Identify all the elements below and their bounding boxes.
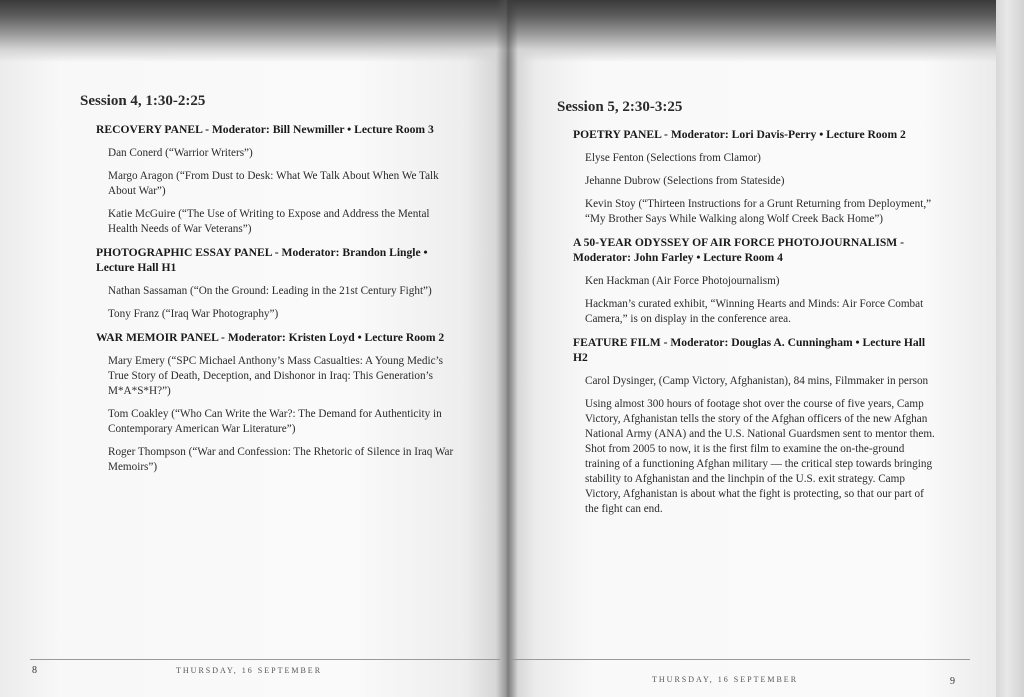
panel-entry: Tom Coakley (“Who Can Write the War?: The Demand for Authenticity in Contemporary American War Literature”)	[108, 408, 442, 435]
photojournalism-panel	[573, 235, 935, 327]
panel-entry: Elyse Fenton (Selections from Clamor)	[585, 152, 761, 164]
panel-entry: Tony Franz (“Iraq War Photography”)	[108, 308, 279, 320]
photographic-essay-panel	[96, 245, 458, 322]
page-number-left: 8	[32, 665, 37, 676]
left-column	[96, 122, 458, 483]
panel-entry: Dan Conerd (“Warrior Writers”)	[108, 147, 253, 159]
page-number-right: 9	[950, 676, 955, 687]
panel-heading: FEATURE FILM - Moderator: Douglas A. Cunningham • Lecture Hall H2	[573, 336, 926, 364]
book-spine	[496, 0, 518, 697]
footer-day-left: THURSDAY, 16 SEPTEMBER	[176, 666, 323, 675]
feature-film-panel	[573, 335, 935, 517]
panel-entry: Jehanne Dubrow (Selections from Stateside)	[585, 175, 785, 187]
panel-heading: POETRY PANEL - Moderator: Lori Davis-Perry • Lecture Room 2	[573, 128, 906, 141]
session-4-title: Session 4, 1:30-2:25	[80, 93, 206, 109]
panel-entry: Roger Thompson (“War and Confession: The Rhetoric of Silence in Iraq War Memoirs”)	[108, 446, 454, 473]
panel-heading: RECOVERY PANEL - Moderator: Bill Newmiller • Lecture Room 3	[96, 123, 434, 136]
session-5-title: Session 5, 2:30-3:25	[557, 99, 683, 115]
recovery-panel	[96, 122, 458, 237]
poetry-panel	[573, 127, 935, 227]
panel-heading: A 50-YEAR ODYSSEY OF AIR FORCE PHOTOJOURNALISM - Moderator: John Farley • Lecture Room 4	[573, 236, 904, 264]
panel-entry: Mary Emery (“SPC Michael Anthony’s Mass Casualties: A Young Medic’s True Story of Death, Deception, and Dishonor in Iraq: This Generation’s M*A*S*H?”)	[108, 355, 443, 397]
footer-day-right: THURSDAY, 16 SEPTEMBER	[652, 675, 799, 684]
footer-rule-left	[30, 659, 500, 660]
book-edge	[996, 0, 1024, 697]
right-column	[573, 127, 935, 525]
panel-entry: Using almost 300 hours of footage shot over the course of five years, Camp Victory, Afghanistan tells the story of the Afghan officers of the new Afghan National Army (ANA) and the U.S. National Guardsmen sent to mentor them. Shot from 2005 to now, it is the first film to examine the on-the-ground training of a functioning Afghan military — the critical step towards bringing stability to Afghanistan and the linchpin of the U.S. exit strategy. Camp Victory, Afghanistan is about what the fight is protecting, so that our part of the fight can end.	[585, 398, 935, 515]
scan-shadow-left	[0, 0, 506, 62]
panel-entry: Nathan Sassaman (“On the Ground: Leading in the 21st Century Fight”)	[108, 285, 432, 297]
panel-entry: Carol Dysinger, (Camp Victory, Afghanistan), 84 mins, Filmmaker in person	[585, 375, 929, 387]
panel-entry: Kevin Stoy (“Thirteen Instructions for a Grunt Returning from Deployment,” “My Brother Says While Walking along Wolf Creek Back Home”)	[585, 198, 932, 225]
panel-entry: Margo Aragon (“From Dust to Desk: What We Talk About When We Talk About War”)	[108, 170, 439, 197]
footer-rule-right	[510, 659, 970, 660]
war-memoir-panel	[96, 330, 458, 475]
panel-heading: WAR MEMOIR PANEL - Moderator: Kristen Loyd • Lecture Room 2	[96, 331, 445, 344]
panel-entry: Katie McGuire (“The Use of Writing to Expose and Address the Mental Health Needs of War Veterans”)	[108, 208, 430, 235]
panel-heading: PHOTOGRAPHIC ESSAY PANEL - Moderator: Brandon Lingle • Lecture Hall H1	[96, 246, 428, 274]
panel-entry: Hackman’s curated exhibit, “Winning Hearts and Minds: Air Force Combat Camera,” is on display in the conference area.	[585, 298, 924, 325]
panel-entry: Ken Hackman (Air Force Photojournalism)	[585, 275, 780, 287]
scan-shadow-right	[506, 0, 996, 62]
